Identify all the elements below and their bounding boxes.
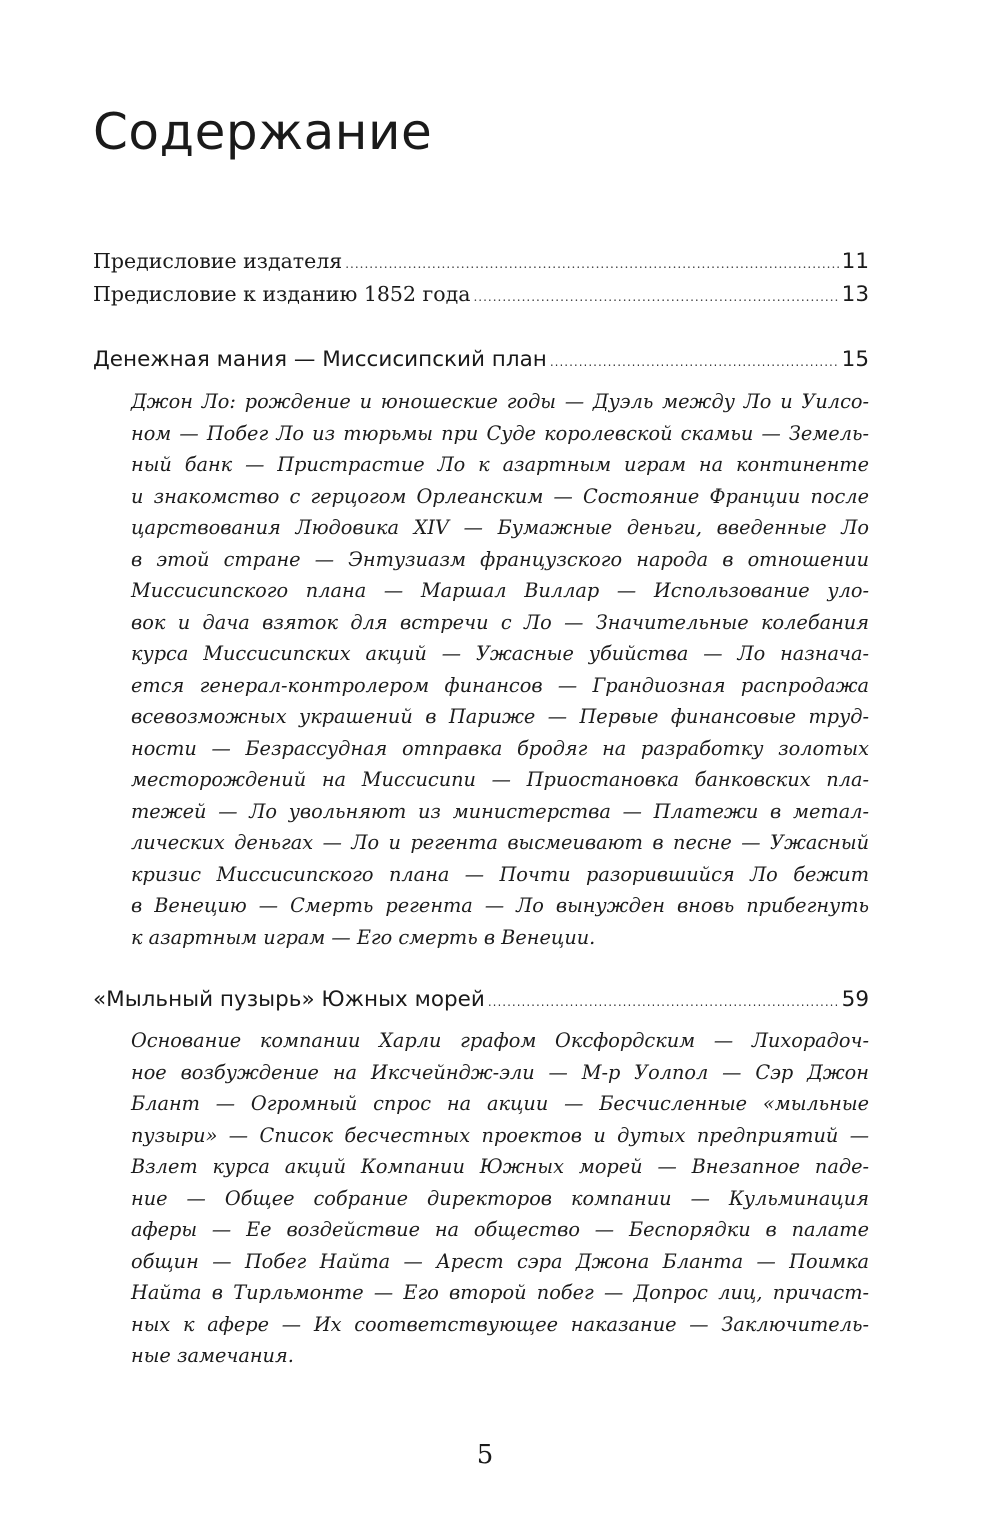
- summary-line: в Венецию — Смерть регента — Ло вынужден вновь прибегнуть: [131, 894, 869, 917]
- summary-line: лических деньгах — Ло и регента высмеивают в песне — Ужасный: [131, 831, 869, 854]
- toc-entry-page: 11: [841, 249, 869, 274]
- summary-line: пузыри» — Список бесчестных проектов и дутых предприятий —: [131, 1123, 869, 1147]
- summary-line: ных к афере — Их соответствующее наказание — Заключитель-: [131, 1312, 869, 1336]
- summary-line: месторождений на Миссисипи — Приостановка банковских пла-: [131, 768, 869, 791]
- dot-leader: [488, 995, 839, 1009]
- summary-line: к азартным играм — Его смерть в Венеции.: [131, 925, 596, 949]
- summary-line: вок и дача взяток для встречи с Ло — Значительные колебания: [131, 610, 869, 634]
- chapter-1-summary: [131, 386, 869, 953]
- summary-line: кризис Миссисипского плана — Почти разорившийся Ло бежит: [131, 862, 869, 886]
- summary-line: Взлет курса акций Компании Южных морей — Внезапное паде-: [131, 1155, 869, 1178]
- page-title: Содержание: [93, 103, 433, 161]
- summary-line: Миссисипского плана — Маршал Виллар — Использование уло-: [131, 579, 869, 602]
- toc-entry-chapter-1[interactable]: [93, 347, 869, 372]
- summary-line: ном — Побег Ло из тюрьмы при Суде королевской скамьи — Земель-: [131, 421, 869, 445]
- summary-line: общин — Побег Найта — Арест сэра Джона Бланта — Поимка: [131, 1249, 869, 1273]
- summary-line: ное возбуждение на Иксчейндж-эли — М-р Уолпол — Сэр Джон: [131, 1060, 869, 1084]
- summary-line: Блант — Огромный спрос на акции — Бесчисленные «мыльные: [131, 1092, 869, 1115]
- summary-line: ности — Безрассудная отправка бродяг на разработку золотых: [131, 736, 869, 760]
- summary-line: Джон Ло: рождение и юношеские годы — Дуэль между Ло и Уилсо-: [131, 390, 869, 413]
- toc-entry-title: «Мыльный пузырь» Южных морей: [93, 987, 485, 1012]
- summary-line: царствования Людовика XIV — Бумажные деньги, введенные Ло: [131, 516, 869, 539]
- summary-line: Основание компании Харли графом Оксфордским — Лихорадоч-: [131, 1029, 869, 1052]
- toc-entry-preface-1852[interactable]: [93, 282, 869, 307]
- summary-line: в этой стране — Энтузиазм французского народа в отношении: [131, 547, 869, 571]
- page-number: 5: [476, 1440, 494, 1470]
- chapter-2-summary: [131, 1025, 869, 1372]
- summary-line: Найта в Тирльмонте — Его второй побег — Допрос лиц, причаст-: [131, 1281, 869, 1304]
- toc-entry-title: Предисловие издателя: [93, 249, 343, 273]
- summary-line: и знакомство с герцогом Орлеанским — Состояние Франции после: [131, 484, 869, 508]
- summary-line: аферы — Ее воздействие на общество — Беспорядки в палате: [131, 1218, 869, 1241]
- toc-entry-title: Предисловие к изданию 1852 года: [93, 282, 471, 306]
- toc-entry-page: 15: [841, 347, 869, 372]
- summary-line: ный банк — Пристрастие Ло к азартным играм на континенте: [131, 453, 869, 476]
- toc-entry-page: 59: [841, 987, 869, 1012]
- toc-entry-chapter-2[interactable]: [93, 987, 869, 1012]
- toc-entry-preface-publisher[interactable]: [93, 249, 869, 274]
- summary-line: тежей — Ло увольняют из министерства — Платежи в метал-: [131, 799, 869, 823]
- dot-leader: [345, 257, 838, 271]
- dot-leader: [473, 290, 838, 304]
- summary-line: ние — Общее собрание директоров компании — Кульминация: [131, 1186, 869, 1210]
- summary-line: ные замечания.: [131, 1344, 294, 1367]
- dot-leader: [550, 355, 839, 369]
- summary-line: всевозможных украшений в Париже — Первые финансовые труд-: [131, 705, 869, 728]
- toc-entry-page: 13: [841, 282, 869, 307]
- summary-line: ется генерал-контролером финансов — Грандиозная распродажа: [131, 673, 869, 697]
- toc-entry-title: Денежная мания — Миссисипский план: [93, 347, 547, 372]
- summary-line: курса Миссисипских акций — Ужасные убийства — Ло назнача-: [131, 642, 869, 665]
